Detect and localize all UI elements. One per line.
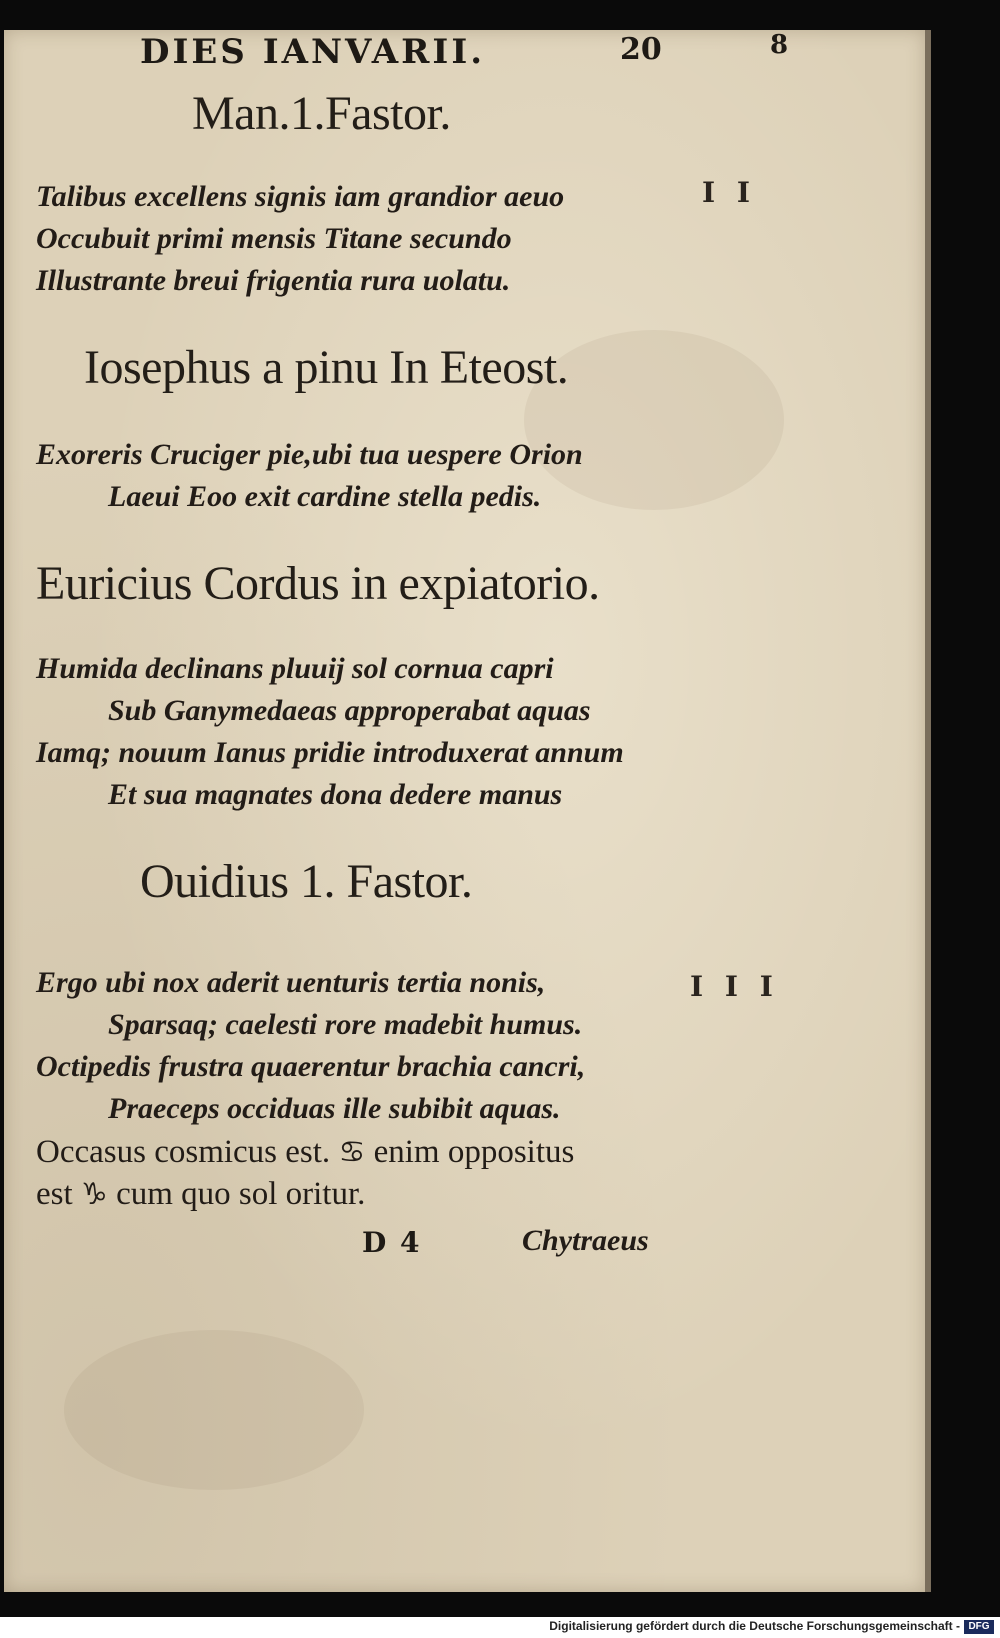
verse-line: Humida declinans pluuij sol cornua capri: [36, 652, 554, 685]
verse-line: Illustrante breui frigentia rura uolatu.: [36, 264, 511, 297]
paper-stain: [64, 1330, 364, 1490]
capricorn-symbol-icon: ♑: [80, 1177, 108, 1212]
signature-mark: D 4: [362, 1226, 422, 1259]
catchword: Chytraeus: [522, 1224, 649, 1257]
prose-line: [36, 1134, 574, 1171]
prose-text: enim oppositus: [373, 1134, 575, 1170]
page-edge: [925, 30, 931, 1592]
verse-line: Iamq; nouum Ianus pridie introduxerat annum: [36, 736, 624, 769]
cancer-symbol-icon: ♋: [338, 1135, 366, 1170]
verse-line: Talibus excellens signis iam grandior aeuo: [36, 180, 565, 213]
verse-line: Laeui Eoo exit cardine stella pedis.: [108, 480, 542, 513]
dfg-logo: DFG: [964, 1620, 994, 1634]
verse-line: Sparsaq; caelesti rore madebit humus.: [108, 1008, 583, 1041]
prose-text: est: [36, 1176, 73, 1212]
section-heading: Iosephus a pinu In Eteost.: [84, 341, 569, 394]
folio-number: 20: [620, 32, 662, 67]
prose-text: Occasus cosmicus est.: [36, 1134, 331, 1170]
verse-line: Exoreris Cruciger pie,ubi tua uespere Orion: [36, 438, 583, 471]
footer-credit-text: Digitalisierung gefördert durch die Deutsche Forschungsgemeinschaft -: [549, 1619, 960, 1633]
verse-line: Octipedis frustra quaerentur brachia cancri,: [36, 1050, 586, 1083]
section-heading: Man.1.Fastor.: [192, 87, 451, 140]
marginal-number: I I: [702, 176, 756, 209]
marginal-number: I I I: [690, 970, 779, 1003]
corner-mark: 8: [770, 30, 789, 60]
verse-line: Sub Ganymedaeas approperabat aquas: [108, 694, 591, 727]
book-page: [4, 30, 925, 1592]
prose-line: [36, 1176, 365, 1213]
running-head: DIES IANVARII.: [140, 32, 486, 72]
footer-credit-bar: [0, 1617, 1000, 1638]
verse-line: Et sua magnates dona dedere manus: [108, 778, 563, 811]
section-heading: Euricius Cordus in expiatorio.: [36, 557, 600, 610]
section-heading: Ouidius 1. Fastor.: [140, 855, 473, 908]
verse-line: Occubuit primi mensis Titane secundo: [36, 222, 512, 255]
verse-line: Praeceps occiduas ille subibit aquas.: [108, 1092, 561, 1125]
verse-line: Ergo ubi nox aderit uenturis tertia nonis,: [36, 966, 546, 999]
prose-text: cum quo sol oritur.: [116, 1176, 366, 1212]
